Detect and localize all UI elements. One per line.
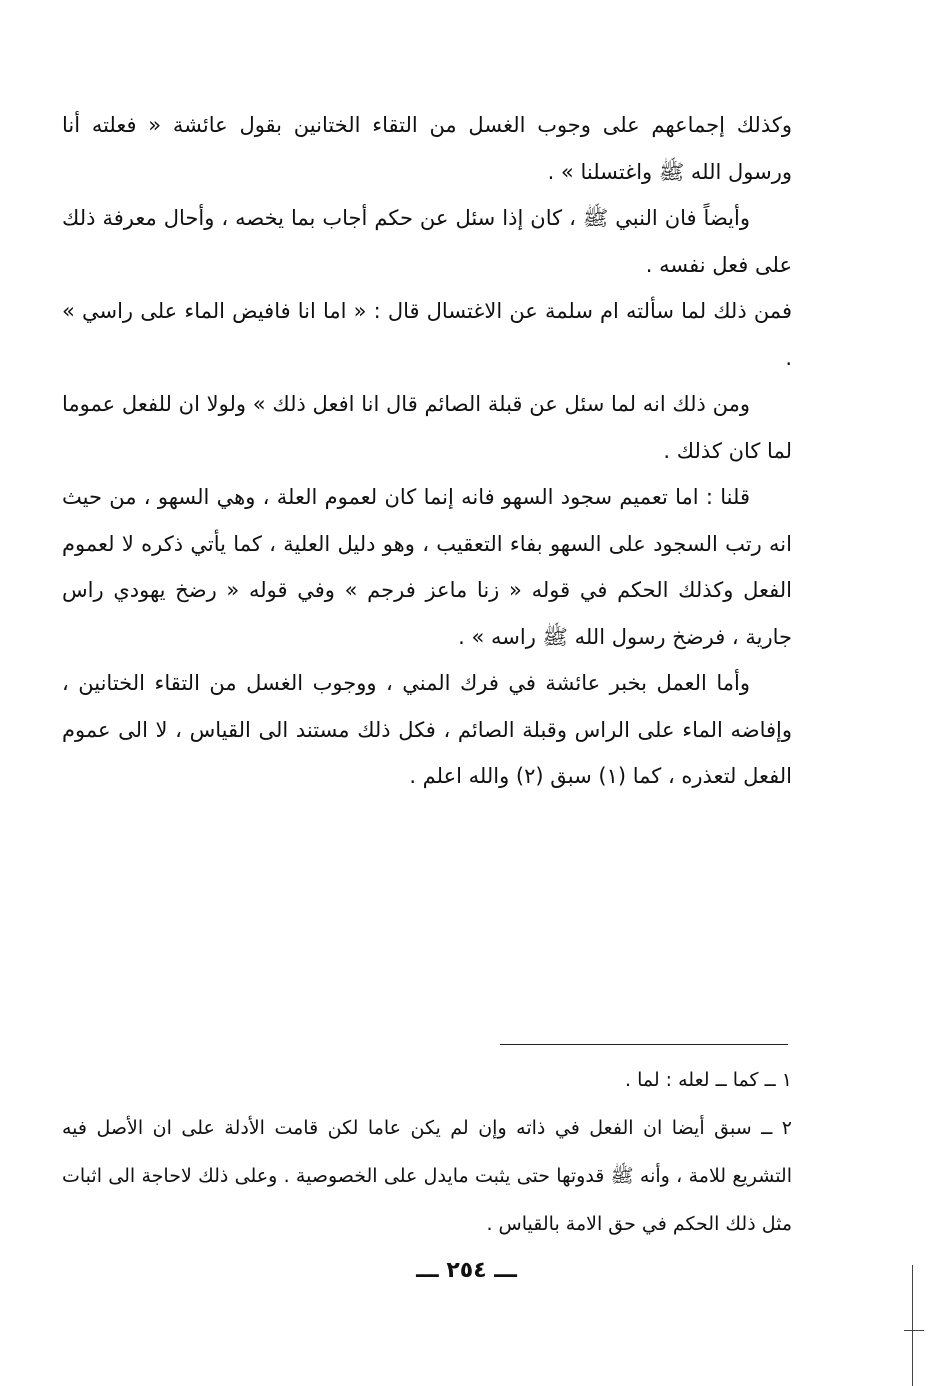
footnote-2: ٢ ــ سبق أيضا ان الفعل في ذاته وإن لم يكن عاما لكن قامت الأدلة على ان الأصل فيه التشريع للامة ، وأنه ﷺ قدوتها حتى يثبت مايدل على الخصوصية . وعلى ذلك لاحاجة الى اثبات مثل ذلك الحكم في حق الامة بالقياس . xyxy=(62,1117,792,1235)
paragraph-3: فمن ذلك لما سألته ام سلمة عن الاغتسال قال : « اما انا فافيض الماء على راسي » . xyxy=(62,299,792,370)
paragraph-4: ومن ذلك انه لما سئل عن قبلة الصائم قال انا افعل ذلك » ولولا ان للفعل عموما لما كان كذلك . xyxy=(62,392,792,463)
page-number: ـــ ٢٥٤ ـــ xyxy=(416,1258,517,1283)
page-edge-mark xyxy=(904,1330,924,1331)
paragraph-2: وأيضاً فان النبي ﷺ ، كان إذا سئل عن حكم أجاب بما يخصه ، وأحال معرفة ذلك على فعل نفسه . xyxy=(62,206,792,277)
main-text-body xyxy=(62,102,792,800)
page-edge-line xyxy=(912,1265,913,1386)
paragraph-1: وكذلك إجماعهم على وجوب الغسل من التقاء الختانين بقول عائشة « فعلته أنا ورسول الله ﷺ واغتسلنا » . xyxy=(62,113,792,184)
footnotes-section xyxy=(62,1056,792,1248)
footnote-1: ١ ــ كما ــ لعله : لما . xyxy=(624,1069,792,1091)
paragraph-6: وأما العمل بخبر عائشة في فرك المني ، ووجوب الغسل من التقاء الختانين ، وإفاضه الماء على الراس وقبلة الصائم ، فكل ذلك مستند الى القياس ، لا الى عموم الفعل لتعذره ، كما (١) سبق (٢) والله اعلم . xyxy=(62,671,792,788)
footnote-divider xyxy=(500,1044,788,1045)
paragraph-5: قلنا : اما تعميم سجود السهو فانه إنما كان لعموم العلة ، وهي السهو ، من حيث انه رتب السجود على السهو بفاء التعقيب ، وهو دليل العلية ، كما يأتي ذكره لا لعموم الفعل وكذلك الحكم في قوله « زنا ماعز فرجم » وفي قوله « رضخ يهودي راس جارية ، فرضخ رسول الله ﷺ راسه » . xyxy=(62,485,792,649)
